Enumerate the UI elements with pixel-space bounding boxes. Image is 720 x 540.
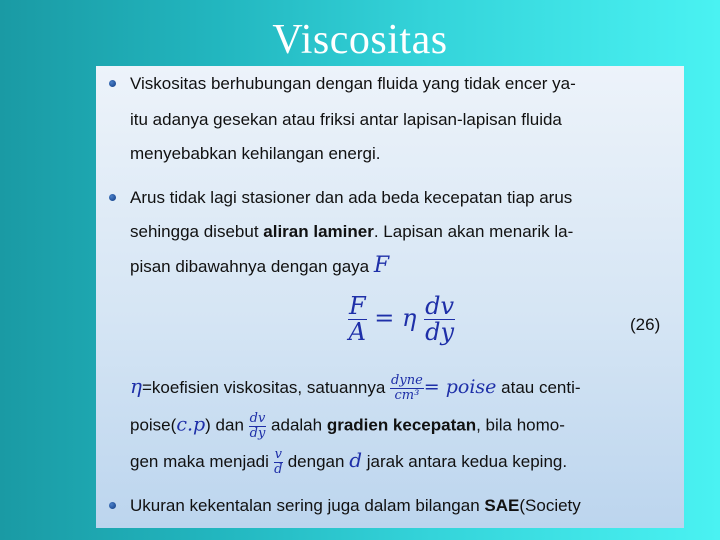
explanation-line2-post: , bila homo-	[476, 415, 565, 435]
fraction-denominator: dy	[425, 318, 454, 347]
bullet-marker-1	[109, 80, 116, 87]
explanation-line3	[130, 448, 567, 477]
fraction-numerator: dv	[249, 411, 266, 426]
fraction-denominator: cm³	[394, 388, 420, 404]
bullet1-line1: Viskositas berhubungan dengan fluida yang tidak encer ya-	[130, 74, 576, 93]
bullet2-line3	[130, 254, 389, 279]
bullet2-line2-pre: sehingga disebut	[130, 222, 264, 241]
force-variable: F	[373, 253, 390, 278]
content-panel	[96, 66, 684, 528]
fraction-denominator: dy	[249, 425, 266, 441]
bullet2-line1: Arus tidak lagi stasioner dan ada beda kecepatan tiap arus	[130, 188, 573, 207]
fraction-f-over-a	[348, 294, 367, 345]
explanation-line3-pre: gen maka menjadi	[130, 452, 274, 471]
bullet1-line3: menyebabkan kehilangan energi.	[130, 144, 381, 163]
bullet1-line2: itu adanya gesekan atau friksi antar lapisan-lapisan fluida	[130, 110, 562, 129]
bullet2-line3-pre: pisan dibawahnya dengan gaya	[130, 257, 374, 276]
distance-variable: d	[349, 448, 362, 472]
viscosity-equation	[348, 294, 455, 345]
explanation-line2-mid: ) dan	[205, 415, 249, 435]
fraction-numerator: v	[274, 447, 282, 463]
explanation-line3-mid: dengan	[283, 452, 350, 471]
slide-title: Viscositas	[272, 17, 448, 63]
gradien-kecepatan-term: gradien kecepatan	[326, 415, 477, 435]
aliran-laminer-term: aliran laminer	[263, 222, 374, 241]
equals-sign: =	[374, 304, 395, 333]
fraction-numerator: dyne	[391, 373, 423, 389]
centipoise-abbrev: c.p	[176, 413, 206, 436]
explanation-line2-text: adalah	[266, 415, 327, 435]
fraction-dv-over-dy-inline	[249, 412, 267, 440]
fraction-dv-over-dy	[424, 294, 455, 345]
sae-term: SAE	[484, 496, 520, 515]
bullet2-line2	[130, 220, 573, 244]
equation-number: (26)	[630, 315, 661, 334]
bullet3-post: (Society	[519, 496, 581, 515]
explanation-line1-post: atau centi-	[496, 378, 581, 397]
bullet3-pre: Ukuran kekentalan sering juga dalam bilangan	[130, 496, 485, 515]
fraction-v-over-d	[274, 448, 283, 476]
eta-symbol: η	[130, 374, 142, 398]
fraction-denominator: A	[348, 318, 366, 347]
explanation-line2-pre: poise(	[130, 415, 177, 435]
fraction-denominator: d	[274, 462, 283, 478]
explanation-line1-text: =koefisien viskositas, satuannya	[141, 378, 391, 397]
explanation-line2	[130, 412, 565, 440]
fraction-numerator: F	[349, 292, 366, 320]
bullet2-line2-post: . Lapisan akan menarik la-	[373, 222, 574, 241]
explanation-line1	[130, 374, 581, 403]
fraction-dyne-over-cm3	[390, 374, 424, 402]
explanation-line3-post: jarak antara kedua keping.	[362, 452, 568, 471]
poise-unit: = poise	[423, 376, 497, 398]
bullet-marker-2	[109, 194, 116, 201]
fraction-numerator: dv	[425, 292, 454, 320]
bullet-marker-3	[109, 502, 116, 509]
bullet3-line1	[130, 494, 581, 518]
eta-symbol: η	[402, 304, 417, 333]
